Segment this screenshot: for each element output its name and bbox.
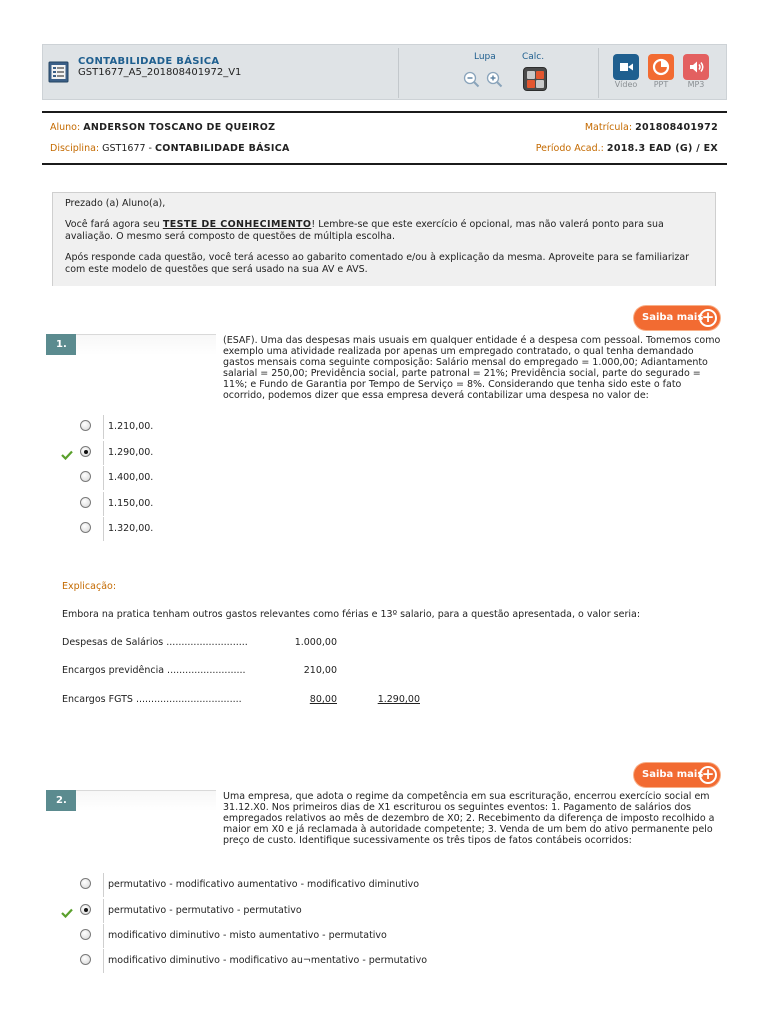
disciplina-name: CONTABILIDADE BÁSICA xyxy=(155,143,290,154)
mp3-button[interactable] xyxy=(683,54,709,80)
radio-button[interactable] xyxy=(80,471,91,482)
student-row xyxy=(50,122,718,136)
explanation-row: Encargos FGTS ................................... 80,00 1.290,00 xyxy=(62,694,420,705)
periodo-label: Período Acad.: xyxy=(535,143,604,154)
periodo-value: 2018.3 EAD (G) / EX xyxy=(606,143,718,154)
explanation-title: Explicação: xyxy=(62,581,117,592)
intro-greeting: Prezado (a) Aluno(a), xyxy=(65,198,166,209)
radio-button-selected[interactable] xyxy=(80,904,91,915)
calc-label: Calc. xyxy=(522,52,545,62)
zoom-out-icon[interactable] xyxy=(463,71,480,88)
explanation-row: Encargos previdência .......................... 210,00 xyxy=(62,665,337,676)
intro-paragraph-1: Você fará agora seu TESTE DE CONHECIMENTO! Lembre-se que este exercício é opcional, mas não valerá ponto para sua avaliação. O mesmo será composto de questões de múltipla escolha. xyxy=(65,219,664,242)
aluno-value: ANDERSON TOSCANO DE QUEIROZ xyxy=(83,122,276,133)
video-label: Vídeo xyxy=(614,80,638,89)
radio-button[interactable] xyxy=(80,929,91,940)
question-number: 1. xyxy=(46,334,76,355)
saiba-mais-button[interactable]: Saiba mais + xyxy=(634,763,720,787)
disciplina-label: Disciplina: xyxy=(50,143,100,154)
explanation-text: Embora na pratica tenham outros gastos relevantes como férias e 13º salario, para a questão apresentada, o valor seria: xyxy=(62,609,641,620)
saiba-mais-button[interactable]: Saiba mais + xyxy=(634,306,720,330)
matricula-value: 201808401972 xyxy=(635,122,718,133)
question-text: Uma empresa, que adota o regime da competência em sua escrituração, encerrou exercício social em 31.12.X0. Nos primeiros dias de X1 escriturou os seguintes eventos: 1. Pagamento de salários dos empregados relativos ao mês de dezembro de X0; 2. Recebimento da diferença de imposto recolhido a maior em X0 e já reclamada à autoridade competente; 3. Venda de um bem do ativo permanente pelo preço de custo. Identifique sucessivamente os três tipos de fatos contábeis ocorridos: xyxy=(223,791,715,846)
radio-button[interactable] xyxy=(80,497,91,508)
intro-paragraph-2: Após responde cada questão, você terá acesso ao gabarito comentado e/ou à explicação da mesma. Aproveite para se familiarizar com este modelo de questões que será usado na sua AV e AVS. xyxy=(65,252,690,275)
check-icon xyxy=(61,450,73,460)
option-text: 1.320,00. xyxy=(108,523,154,534)
plus-icon: + xyxy=(699,766,717,784)
option-text: 1.210,00. xyxy=(108,421,154,432)
discipline-row xyxy=(50,143,718,157)
radio-button[interactable] xyxy=(80,420,91,431)
matricula-label: Matrícula: xyxy=(584,122,633,133)
option-text: permutativo - permutativo - permutativo xyxy=(108,905,302,916)
option-text: modificativo diminutivo - modificativo au¬mentativo - permutativo xyxy=(108,955,428,966)
check-icon xyxy=(61,908,73,918)
question-number: 2. xyxy=(46,790,76,811)
option-text: 1.400,00. xyxy=(108,472,154,483)
explanation-row: Despesas de Salários ........................... 1.000,00 xyxy=(62,637,337,648)
radio-button-selected[interactable] xyxy=(80,446,91,457)
ppt-label: PPT xyxy=(653,80,669,89)
intro-box xyxy=(52,192,716,286)
course-header xyxy=(42,44,727,100)
zoom-in-icon[interactable] xyxy=(486,71,503,88)
option-text: permutativo - modificativo aumentativo - modificativo diminutivo xyxy=(108,879,420,890)
course-title: CONTABILIDADE BÁSICA xyxy=(78,56,220,67)
disciplina-code: GST1677 - xyxy=(102,143,155,154)
option-text: modificativo diminutivo - misto aumentativo - permutativo xyxy=(108,930,387,941)
mp3-label: MP3 xyxy=(687,80,705,89)
radio-button[interactable] xyxy=(80,878,91,889)
course-code: GST1677_A5_201808401972_V1 xyxy=(78,67,242,78)
option-text: 1.290,00. xyxy=(108,447,154,458)
question-text: (ESAF). Uma das despesas mais usuais em qualquer entidade é a despesa com pessoal. Tomemos como exemplo uma atividade realizada por apenas um empregado contratado, o qual tenha demandado gastos mensais coma seguinte composição: Salário mensal do empregado = 1.000,00; Adiantamento salarial = 250,00; Previdência social, parte patronal = 21%; Previdência social, parte do segurado = 11%; e Fundo de Garantia por Tempo de Serviço = 8%. Considerando que tenha sido este o fato ocorrido, podemos dizer que essa empresa deverá contabilizar uma despesa no valor de: xyxy=(223,335,721,401)
plus-icon: + xyxy=(699,309,717,327)
calculator-icon[interactable] xyxy=(523,67,547,91)
document-list-icon xyxy=(48,60,70,84)
audio-icon xyxy=(683,54,709,80)
option-text: 1.150,00. xyxy=(108,498,154,509)
lupa-label: Lupa xyxy=(474,52,496,62)
ppt-button[interactable] xyxy=(648,54,674,80)
ppt-icon xyxy=(648,54,674,80)
radio-button[interactable] xyxy=(80,522,91,533)
video-button[interactable] xyxy=(613,54,639,80)
video-icon xyxy=(613,54,639,80)
aluno-label: Aluno: xyxy=(50,122,81,133)
radio-button[interactable] xyxy=(80,954,91,965)
